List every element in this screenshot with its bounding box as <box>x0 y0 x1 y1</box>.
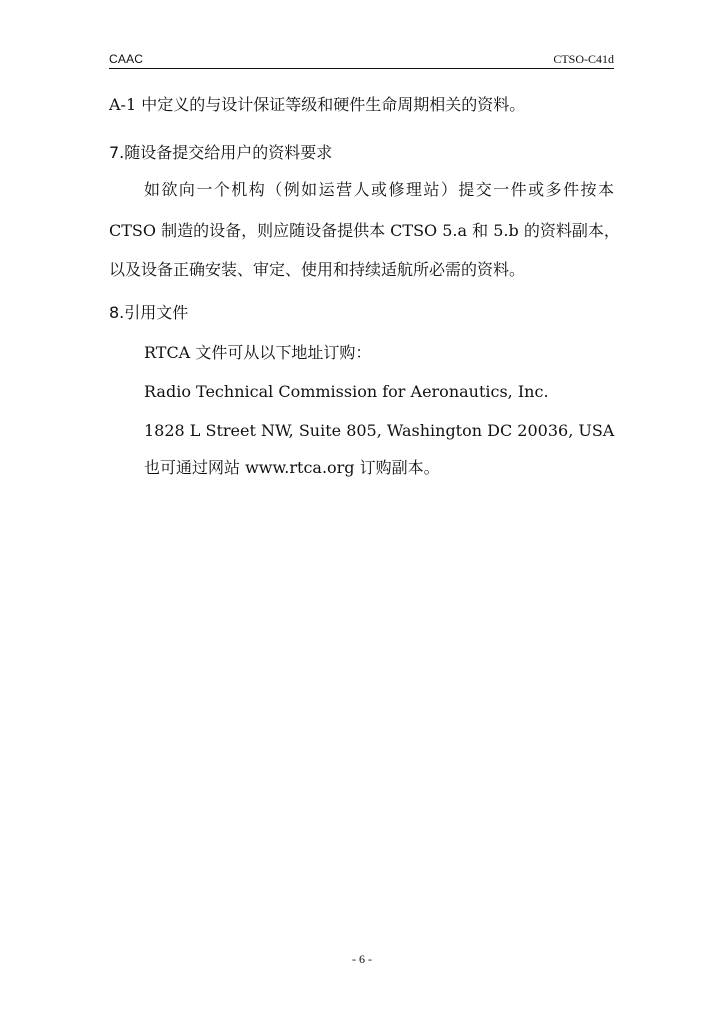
header-divider <box>109 68 614 69</box>
continuation-line: A-1 中定义的与设计保证等级和硬件生命周期相关的资料。 <box>109 95 526 114</box>
section-7-heading: 7.随设备提交给用户的资料要求 <box>109 143 333 162</box>
page-number: - 6 - <box>352 952 372 966</box>
section-7-paragraph-line: 如欲向一个机构（例如运营人或修理站）提交一件或多件按本 <box>144 180 614 199</box>
rtca-website-note: 也可通过网站 www.rtca.org 订购副本。 <box>144 458 440 477</box>
rtca-address: 1828 L Street NW, Suite 805, Washington DC 20036, USA <box>144 421 615 440</box>
section-7-paragraph-line: 以及设备正确安装、审定、使用和持续适航所必需的资料。 <box>109 260 526 279</box>
section-8-heading: 8.引用文件 <box>109 303 189 322</box>
rtca-order-note: RTCA 文件可从以下地址订购： <box>144 343 372 362</box>
rtca-organization-name: Radio Technical Commission for Aeronautics, Inc. <box>144 382 549 401</box>
header-document-id: CTSO-C41d <box>553 52 614 66</box>
header-organization: CAAC <box>109 52 144 66</box>
section-7-paragraph-line: CTSO 制造的设备，则应随设备提供本 CTSO 5.a 和 5.b 的资料副本， <box>109 221 620 240</box>
